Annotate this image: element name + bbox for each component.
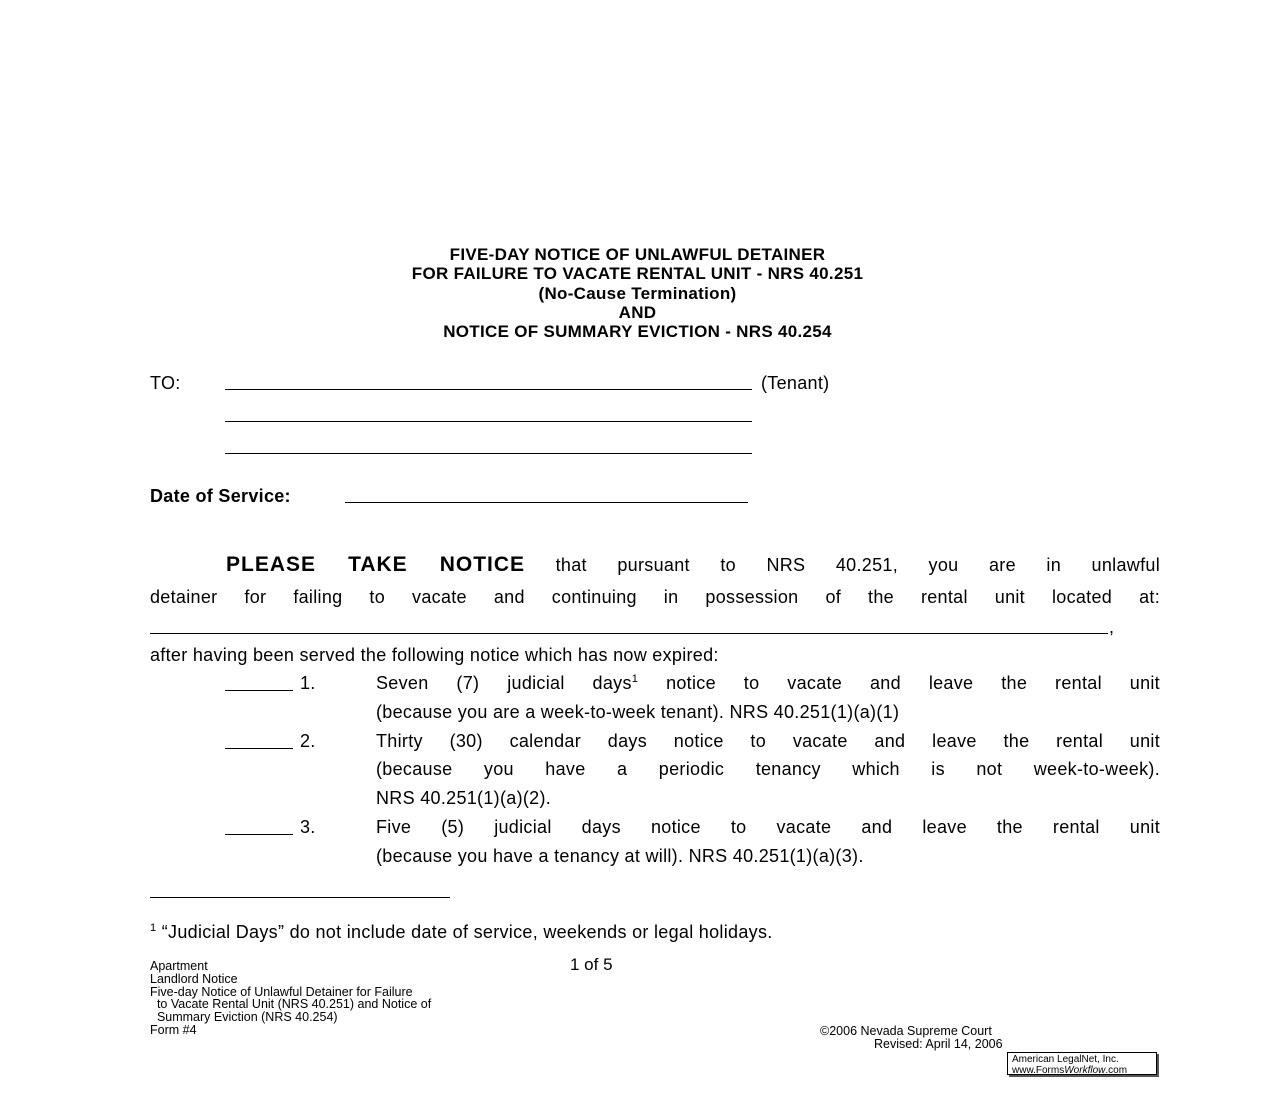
tenant-name-field[interactable]: [225, 389, 752, 390]
item-1-line-1: [376, 673, 1160, 694]
footnote-ref: 1: [631, 673, 639, 685]
badge-line-2: [1012, 1065, 1156, 1076]
badge-line-1: American LegalNet, Inc.: [1012, 1054, 1119, 1065]
notice-line-2: detainer for failing to vacate and continuing in possession of the rental unit located at:: [150, 587, 1160, 607]
item-3-number: 3.: [300, 817, 316, 837]
notice-line-1: [226, 553, 1160, 577]
badge-url-b: Workflow: [1064, 1065, 1106, 1076]
footnote-divider: [150, 897, 450, 898]
title-line-4: AND: [618, 303, 657, 322]
page-number: 1 of 5: [570, 955, 613, 974]
footer-line: Summary Eviction (NRS 40.254): [150, 1010, 338, 1025]
title-line-2: FOR FAILURE TO VACATE RENTAL UNIT - NRS 40.251: [411, 264, 864, 283]
notice-line-3: after having been served the following notice which has now expired:: [150, 645, 719, 665]
footer-line: to Vacate Rental Unit (NRS 40.251) and Notice of: [150, 997, 432, 1012]
notice-text: that pursuant to NRS 40.251, you are in unlawful: [555, 555, 1160, 575]
item-2-number: 2.: [300, 731, 316, 751]
item-3-checkbox-blank[interactable]: [225, 834, 293, 835]
footer-line: Apartment: [150, 959, 208, 973]
item-1-text: Seven (7) judicial days: [376, 673, 632, 693]
tenant-address-field-1[interactable]: [225, 421, 752, 422]
footer-line: Five-day Notice of Unlawful Detainer for Failure: [150, 984, 413, 999]
item-1-text-rest: notice to vacate and leave the rental unit: [666, 673, 1160, 693]
item-1-line-2: (because you are a week-to-week tenant). NRS 40.251(1)(a)(1): [376, 702, 900, 722]
to-label: TO:: [150, 373, 181, 393]
american-legalnet-badge: [1007, 1052, 1157, 1075]
item-1-checkbox-blank[interactable]: [225, 690, 293, 691]
tenant-label: (Tenant): [761, 373, 830, 393]
revised-date: Revised: April 14, 2006: [874, 1037, 1003, 1051]
badge-url-c: .com: [1105, 1065, 1128, 1076]
comma: ,: [1109, 617, 1115, 637]
footnote: [150, 922, 773, 943]
tenant-address-field-2[interactable]: [225, 453, 752, 454]
date-of-service-field[interactable]: [345, 502, 748, 503]
rental-unit-address-field[interactable]: [150, 633, 1108, 634]
item-1-number: 1.: [300, 673, 316, 693]
item-3-line-2: (because you have a tenancy at will). NRS 40.251(1)(a)(3).: [376, 846, 864, 866]
badge-url-a: www.Forms: [1012, 1065, 1065, 1076]
footnote-text: “Judicial Days” do not include date of service, weekends or legal holidays.: [161, 922, 773, 942]
title-line-5: NOTICE OF SUMMARY EVICTION - NRS 40.254: [443, 322, 832, 341]
item-2-checkbox-blank[interactable]: [225, 748, 293, 749]
title-line-3: (No-Cause Termination): [538, 284, 737, 303]
item-2-line-2: (because you have a periodic tenancy which is not week-to-week).: [376, 759, 1160, 779]
item-2-line-3: NRS 40.251(1)(a)(2).: [376, 788, 552, 808]
footer-form-info: [150, 960, 431, 1037]
item-2-line-1: Thirty (30) calendar days notice to vacate and leave the rental unit: [376, 731, 1160, 751]
footnote-mark: 1: [150, 922, 157, 934]
footer-line: Landlord Notice: [150, 971, 238, 986]
copyright: ©2006 Nevada Supreme Court: [820, 1024, 992, 1038]
title-line-1: FIVE-DAY NOTICE OF UNLAWFUL DETAINER: [449, 245, 826, 264]
notice-lead: PLEASE TAKE NOTICE: [226, 553, 526, 576]
item-3-line-1: Five (5) judicial days notice to vacate and leave the rental unit: [376, 817, 1160, 837]
date-of-service-label: Date of Service:: [150, 486, 291, 506]
footer-line: Form #4: [150, 1022, 197, 1037]
